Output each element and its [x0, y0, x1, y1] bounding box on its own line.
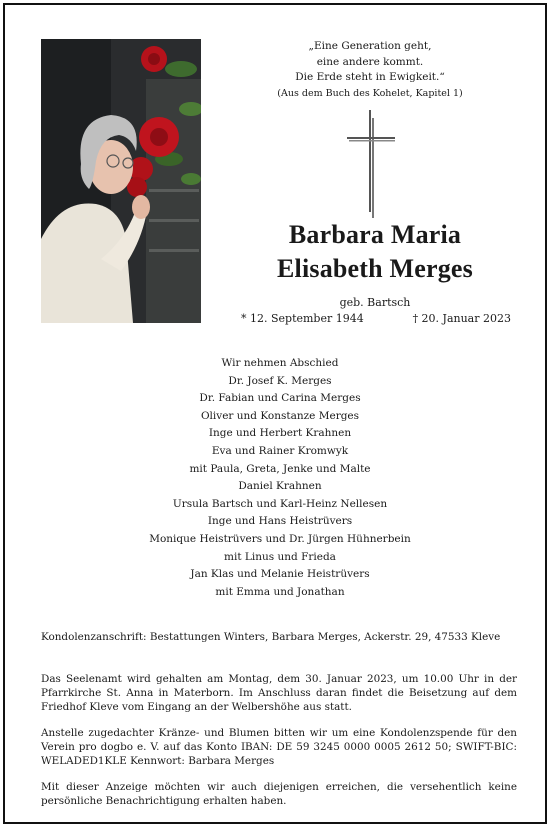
mourner-line: Inge und Hans Heistrüvers: [207, 515, 353, 528]
mourner-line: Monique Heistrüvers und Dr. Jürgen Hühnerbein: [149, 532, 411, 545]
portrait-illustration: [41, 39, 201, 323]
birth-date: * 12. September 1944: [241, 312, 364, 325]
mourner-line: Dr. Josef K. Merges: [228, 374, 332, 387]
donation-info: Anstelle zugedachter Kränze- und Blumen bitten wir um eine Kondolenzspende für den Verein pro dogbo e. V. auf das Konto IBAN: DE 59 3245 0000 0005 2612 50; SWIFT-BIC: WELADED1KLE Kennwort: Barbara Merges: [41, 727, 517, 767]
cross-icon: [347, 110, 397, 220]
name-line: Barbara Maria: [288, 220, 462, 249]
mourner-line: Dr. Fabian und Carina Merges: [199, 392, 361, 405]
mourner-line: Eva und Rainer Kromwyk: [211, 444, 349, 457]
mourner-line: Daniel Krahnen: [238, 480, 322, 493]
birth-name: geb. Bartsch: [339, 296, 411, 309]
mourner-line: Wir nehmen Abschied: [221, 357, 339, 369]
life-dates: [241, 311, 511, 327]
quote-source: (Aus dem Buch des Kohelet, Kapitel 1): [277, 87, 463, 99]
mourner-line: Ursula Bartsch und Karl-Heinz Nellesen: [172, 497, 388, 510]
death-date: † 20. Januar 2023: [412, 312, 511, 325]
quote-line: „Eine Generation geht,: [308, 40, 432, 52]
mourner-line: Inge und Herbert Krahnen: [208, 427, 352, 440]
mourners-list: [65, 355, 495, 601]
mourner-line: mit Linus und Frieda: [224, 550, 336, 563]
portrait-photo: [41, 39, 201, 323]
quote-line: eine andere kommt.: [316, 55, 424, 68]
condolence-address: Kondolenzanschrift: Bestattungen Winters, Barbara Merges, Ackerstr. 29, 47533 Kleve: [41, 631, 501, 643]
requiem-info: Das Seelenamt wird gehalten am Montag, dem 30. Januar 2023, um 10.00 Uhr in der Pfarrkirche St. Anna in Materborn. Im Anschluss daran findet die Beisetzung auf dem Friedhof Kleve vom Eingang an der Welbershöhe aus statt.: [41, 673, 517, 713]
obituary-notice: [3, 3, 547, 824]
mourner-line: mit Emma und Jonathan: [215, 585, 345, 598]
mourner-line: Jan Klas und Melanie Heistrüvers: [190, 568, 370, 581]
notice-info: Mit dieser Anzeige möchten wir auch diejenigen erreichen, die versehentlich keine persönliche Benachrichtigung erhalten haben.: [41, 781, 517, 807]
name-line: Elisabeth Merges: [276, 254, 473, 283]
quote-line: Die Erde steht in Ewigkeit.“: [295, 71, 445, 83]
mourner-line: mit Paula, Greta, Jenke und Malte: [189, 462, 371, 475]
bible-quote: [245, 39, 495, 101]
mourner-line: Oliver und Konstanze Merges: [200, 409, 360, 422]
deceased-name: [215, 218, 535, 286]
